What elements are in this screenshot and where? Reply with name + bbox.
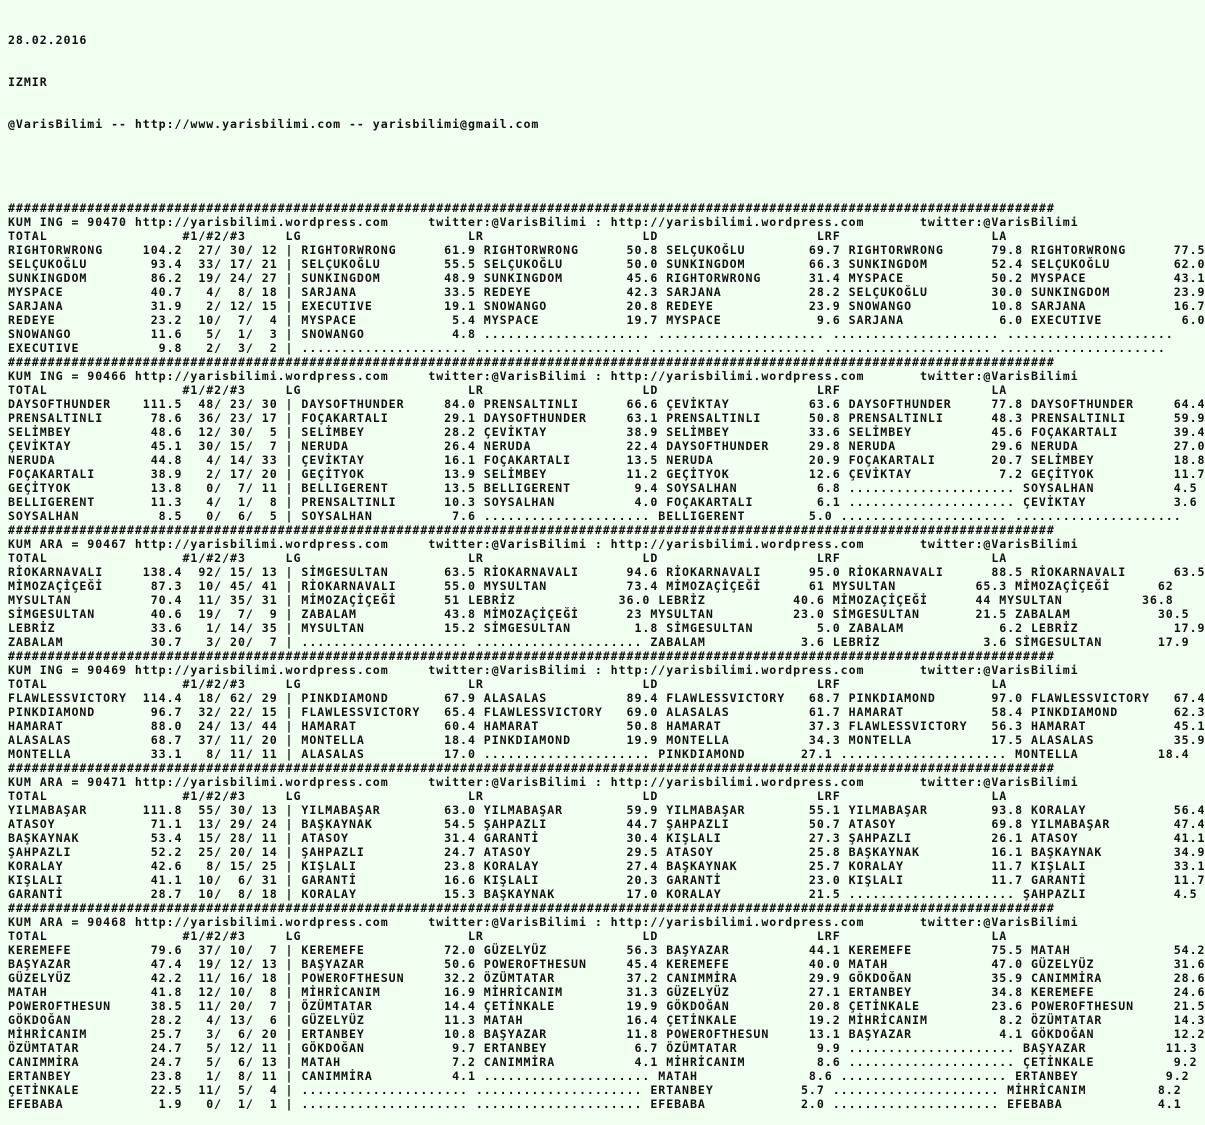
result-row: GÖKDOĞAN 28.2 4/ 13/ 6 | GÜZELYÜZ 11.3 MATAH 16.4 ÇETİNKALE 19.2 MİHRİCANIM 8.2 ÖZÜMTATAR 14.3 xyxy=(8,1013,1205,1027)
column-headers: TOTAL #1/#2/#3 LG LR LD LRF LA xyxy=(8,551,1008,565)
contact-line: @VarisBilimi -- http://www.yarisbilimi.com -- yarisbilimi@gmail.com xyxy=(8,117,540,131)
result-row: ZABALAM 30.7 3/ 20/ 7 | ..................... ..................... ZABALAM 3.6 LEBRİZ 3.6 SİMGESULTAN 17.9 xyxy=(8,635,1190,649)
race-title: KUM ING = 90466 http://yarisbilimi.wordpress.com twitter:@VarisBilimi : http://yarisbilimi.wordpress.com twitter:@VarisBilimi xyxy=(8,369,1079,383)
result-row: POWEROFTHESUN 38.5 11/ 20/ 7 | ÖZÜMTATAR 14.4 ÇETİNKALE 19.9 GÖKDOĞAN 20.8 ÇETİNKALE 23.6 POWEROFTHESUN 21.5 xyxy=(8,999,1205,1013)
result-row: SNOWANGO 11.6 5/ 1/ 3 | SNOWANGO 4.8 ..................... ..................... ..................... ..................... xyxy=(8,327,1174,341)
result-row: FLAWLESSVICTORY 114.4 18/ 62/ 29 | PINKDIAMOND 67.9 ALASALAS 89.4 FLAWLESSVICTORY 68.7 PINKDIAMOND 97.0 FLAWLESSVICTORY 67.4 xyxy=(8,691,1205,705)
result-row: MYSULTAN 70.4 11/ 35/ 31 | MİMOZAÇİÇEĞİ 51 LEBRİZ 36.0 LEBRİZ 40.6 MİMOZAÇİÇEĞİ 44 MYSULTAN 36.8 xyxy=(8,593,1174,607)
result-row: SİMGESULTAN 40.6 19/ 7/ 9 | ZABALAM 43.8 MİMOZAÇİÇEĞİ 23 MYSULTAN 23.0 SİMGESULTAN 21.5 ZABALAM 30.5 xyxy=(8,607,1190,621)
result-row: MİMOZAÇİÇEĞİ 87.3 10/ 45/ 41 | RİOKARNAVALI 55.0 MYSULTAN 73.4 MİMOZAÇİÇEĞİ 61 MYSULTAN 65.3 MİMOZAÇİÇEĞİ 62 xyxy=(8,579,1174,593)
result-row: GÜZELYÜZ 42.2 11/ 16/ 18 | POWEROFTHESUN 32.2 ÖZÜMTATAR 37.2 CANIMMİRA 29.9 GÖKDOĞAN 35.9 CANIMMİRA 28.6 xyxy=(8,971,1205,985)
separator-line: #################################################################################################################################### xyxy=(8,201,1055,215)
result-row: YILMABAŞAR 111.8 55/ 30/ 13 | YILMABAŞAR 63.0 YILMABAŞAR 59.9 YILMABAŞAR 55.1 YILMABAŞAR 93.8 KORALAY 56.4 xyxy=(8,803,1205,817)
result-row: PINKDIAMOND 96.7 32/ 22/ 15 | FLAWLESSVICTORY 65.4 FLAWLESSVICTORY 69.0 ALASALAS 61.7 HAMARAT 58.4 PINKDIAMOND 62.3 xyxy=(8,705,1205,719)
race-title: KUM ARA = 90467 http://yarisbilimi.wordpress.com twitter:@VarisBilimi : http://yarisbilimi.wordpress.com twitter:@VarisBilimi xyxy=(8,537,1079,551)
race-title: KUM ING = 90469 http://yarisbilimi.wordpress.com twitter:@VarisBilimi : http://yarisbilimi.wordpress.com twitter:@VarisBilimi xyxy=(8,663,1079,677)
column-headers: TOTAL #1/#2/#3 LG LR LD LRF LA xyxy=(8,677,1008,691)
separator-line: #################################################################################################################################### xyxy=(8,761,1055,775)
result-row: SOYSALHAN 8.5 0/ 6/ 5 | SOYSALHAN 7.6 ..................... BELLIGERENT 5.0 ..................... ..................... xyxy=(8,509,1182,523)
result-row: ŞAHPAZLI 52.2 25/ 20/ 14 | ŞAHPAZLI 24.7 ATASOY 29.5 ATASOY 25.8 BAŞKAYNAK 16.1 BAŞKAYNAK 34.9 xyxy=(8,845,1205,859)
result-row: MATAH 41.8 12/ 10/ 8 | MİHRİCANIM 16.9 MİHRİCANIM 31.3 GÜZELYÜZ 27.1 ERTANBEY 34.8 KEREMEFE 24.6 xyxy=(8,985,1205,999)
separator-line: #################################################################################################################################### xyxy=(8,355,1055,369)
result-row: ÇEVİKTAY 45.1 30/ 15/ 7 | NERUDA 26.4 NERUDA 22.4 DAYSOFTHUNDER 29.8 NERUDA 29.6 NERUDA 27.0 xyxy=(8,439,1205,453)
result-row: PRENSALTINLI 78.6 36/ 23/ 17 | FOÇAKARTALI 29.1 DAYSOFTHUNDER 63.1 PRENSALTINLI 50.8 PRENSALTINLI 48.3 PRENSALTINLI 59.9 xyxy=(8,411,1205,425)
race-section xyxy=(8,901,1205,1111)
result-row: REDEYE 23.2 10/ 7/ 4 | MYSPACE 5.4 MYSPACE 19.7 MYSPACE 9.6 SARJANA 6.0 EXECUTIVE 6.0 xyxy=(8,313,1205,327)
result-row: SARJANA 31.9 2/ 12/ 15 | EXECUTIVE 19.1 SNOWANGO 20.8 REDEYE 23.9 SNOWANGO 10.8 SARJANA 16.7 xyxy=(8,299,1205,313)
result-row: DAYSOFTHUNDER 111.5 48/ 23/ 30 | DAYSOFTHUNDER 84.0 PRENSALTINLI 66.6 ÇEVİKTAY 63.6 DAYSOFTHUNDER 77.8 DAYSOFTHUNDER 64.4 xyxy=(8,397,1205,411)
result-row: GARANTİ 28.7 10/ 8/ 18 | KORALAY 15.3 BAŞKAYNAK 17.0 KORALAY 21.5 ..................... ŞAHPAZLI 4.5 xyxy=(8,887,1198,901)
results-document xyxy=(8,5,1205,1125)
race-section xyxy=(8,523,1205,649)
race-title: KUM ING = 90470 http://yarisbilimi.wordpress.com twitter:@VarisBilimi : http://yarisbilimi.wordpress.com twitter:@VarisBilimi xyxy=(8,215,1079,229)
race-sections xyxy=(8,201,1205,1111)
result-row: SELÇUKOĞLU 93.4 33/ 17/ 21 | SELÇUKOĞLU 55.5 SELÇUKOĞLU 50.0 SUNKINGDOM 66.3 SUNKINGDOM 52.4 SELÇUKOĞLU 62.0 xyxy=(8,257,1205,271)
blank-line xyxy=(8,159,1205,173)
result-row: ERTANBEY 23.8 1/ 8/ 11 | CANIMMİRA 4.1 ..................... MATAH 8.6 ..................... ERTANBEY 9.2 xyxy=(8,1069,1190,1083)
race-title: KUM ARA = 90468 http://yarisbilimi.wordpress.com twitter:@VarisBilimi : http://yarisbilimi.wordpress.com twitter:@VarisBilimi xyxy=(8,915,1079,929)
result-row: ALASALAS 68.7 37/ 11/ 20 | MONTELLA 18.4 PINKDIAMOND 19.9 MONTELLA 34.3 MONTELLA 17.5 ALASALAS 35.9 xyxy=(8,733,1205,747)
race-section xyxy=(8,355,1205,523)
result-row: RİOKARNAVALI 138.4 92/ 15/ 13 | SİMGESULTAN 63.5 RİOKARNAVALI 94.6 RİOKARNAVALI 95.0 RİOKARNAVALI 88.5 RİOKARNAVALI 63.5 xyxy=(8,565,1205,579)
race-section xyxy=(8,201,1205,355)
result-row: MİHRİCANIM 25.7 3/ 6/ 20 | ERTANBEY 10.8 BAŞYAZAR 11.8 POWEROFTHESUN 13.1 BAŞYAZAR 4.1 GÖKDOĞAN 12.2 xyxy=(8,1027,1205,1041)
result-row: RIGHTORWRONG 104.2 27/ 30/ 12 | RIGHTORWRONG 61.9 RIGHTORWRONG 50.8 SELÇUKOĞLU 69.7 RIGHTORWRONG 79.8 RIGHTORWRONG 77.5 xyxy=(8,243,1205,257)
result-row: EFEBABA 1.9 0/ 1/ 1 | ..................... ..................... EFEBABA 2.0 ..................... EFEBABA 4.1 xyxy=(8,1097,1182,1111)
race-title: KUM ARA = 90471 http://yarisbilimi.wordpress.com twitter:@VarisBilimi : http://yarisbilimi.wordpress.com twitter:@VarisBilimi xyxy=(8,775,1079,789)
result-row: KIŞLALI 41.1 10/ 6/ 31 | GARANTİ 16.6 KIŞLALI 20.3 GARANTİ 23.0 KIŞLALI 11.7 GARANTİ 11.7 xyxy=(8,873,1205,887)
result-row: KEREMEFE 79.6 37/ 10/ 7 | KEREMEFE 72.0 GÜZELYÜZ 56.3 BAŞYAZAR 44.1 KEREMEFE 75.5 MATAH 54.2 xyxy=(8,943,1205,957)
result-row: ATASOY 71.1 13/ 29/ 24 | BAŞKAYNAK 54.5 ŞAHPAZLI 44.7 ŞAHPAZLI 50.7 ATASOY 69.8 YILMABAŞAR 47.4 xyxy=(8,817,1205,831)
result-row: BAŞYAZAR 47.4 19/ 12/ 13 | BAŞYAZAR 50.6 POWEROFTHESUN 45.4 KEREMEFE 40.0 MATAH 47.0 GÜZELYÜZ 31.6 xyxy=(8,957,1205,971)
result-row: HAMARAT 88.0 24/ 13/ 44 | HAMARAT 60.4 HAMARAT 50.8 HAMARAT 37.3 FLAWLESSVICTORY 56.3 HAMARAT 45.1 xyxy=(8,719,1205,733)
result-row: FOÇAKARTALI 38.9 2/ 17/ 20 | GEÇİTYOK 13.9 SELİMBEY 11.2 GEÇİTYOK 12.6 ÇEVİKTAY 7.2 GEÇİTYOK 11.7 xyxy=(8,467,1205,481)
result-row: MONTELLA 33.1 8/ 11/ 11 | ALASALAS 17.0 ..................... PINKDIAMOND 27.1 ..................... MONTELLA 18.4 xyxy=(8,747,1190,761)
separator-line: #################################################################################################################################### xyxy=(8,901,1055,915)
result-row: LEBRİZ 33.6 1/ 14/ 35 | MYSULTAN 15.2 SİMGESULTAN 1.8 SİMGESULTAN 5.0 ZABALAM 6.2 LEBRİZ 17.9 xyxy=(8,621,1205,635)
separator-line: #################################################################################################################################### xyxy=(8,523,1055,537)
report-date: 28.02.2016 xyxy=(8,33,88,47)
result-row: BAŞKAYNAK 53.4 15/ 28/ 11 | ATASOY 31.4 GARANTİ 30.4 KIŞLALI 27.3 ŞAHPAZLI 26.1 ATASOY 41.1 xyxy=(8,831,1205,845)
race-section xyxy=(8,649,1205,761)
result-row: EXECUTIVE 9.8 2/ 3/ 2 | ..................... ..................... ..................... ..................... ..................... xyxy=(8,341,1166,355)
report-city: IZMIR xyxy=(8,75,48,89)
column-headers: TOTAL #1/#2/#3 LG LR LD LRF LA xyxy=(8,383,1008,397)
result-row: ÖZÜMTATAR 24.7 5/ 12/ 11 | GÖKDOĞAN 9.7 ERTANBEY 6.7 ÖZÜMTATAR 9.9 ..................... BAŞYAZAR 11.3 xyxy=(8,1041,1198,1055)
result-row: BELLIGERENT 11.3 4/ 1/ 8 | PRENSALTINLI 10.3 SOYSALHAN 4.0 FOÇAKARTALI 6.1 ..................... ÇEVİKTAY 3.6 xyxy=(8,495,1198,509)
race-section xyxy=(8,761,1205,901)
result-row: MYSPACE 40.7 4/ 8/ 18 | SARJANA 33.5 REDEYE 42.3 SARJANA 28.2 SELÇUKOĞLU 30.0 SUNKINGDOM 23.9 xyxy=(8,285,1205,299)
result-row: KORALAY 42.6 8/ 15/ 25 | KIŞLALI 23.8 KORALAY 27.4 BAŞKAYNAK 25.7 KORALAY 11.7 KIŞLALI 33.1 xyxy=(8,859,1205,873)
column-headers: TOTAL #1/#2/#3 LG LR LD LRF LA xyxy=(8,229,1008,243)
result-row: CANIMMİRA 24.7 5/ 6/ 13 | MATAH 7.2 CANIMMİRA 4.1 MİHRİCANIM 8.6 ..................... ÇETİNKALE 9.2 xyxy=(8,1055,1198,1069)
result-row: NERUDA 44.8 4/ 14/ 33 | ÇEVİKTAY 16.1 FOÇAKARTALI 13.5 NERUDA 20.9 FOÇAKARTALI 20.7 SELİMBEY 18.8 xyxy=(8,453,1205,467)
result-row: GEÇİTYOK 13.8 0/ 7/ 11 | BELLIGERENT 13.5 BELLIGERENT 9.4 SOYSALHAN 6.8 ..................... SOYSALHAN 4.5 xyxy=(8,481,1198,495)
separator-line: #################################################################################################################################### xyxy=(8,649,1055,663)
column-headers: TOTAL #1/#2/#3 LG LR LD LRF LA xyxy=(8,789,1008,803)
column-headers: TOTAL #1/#2/#3 LG LR LD LRF LA xyxy=(8,929,1008,943)
result-row: SUNKINGDOM 86.2 19/ 24/ 27 | SUNKINGDOM 48.9 SUNKINGDOM 45.6 RIGHTORWRONG 31.4 MYSPACE 50.2 MYSPACE 43.1 xyxy=(8,271,1205,285)
result-row: ÇETİNKALE 22.5 11/ 5/ 4 | ..................... ..................... ERTANBEY 5.7 ..................... MİHRİCANIM 8.2 xyxy=(8,1083,1182,1097)
result-row: SELİMBEY 48.6 12/ 30/ 5 | SELİMBEY 28.2 ÇEVİKTAY 38.9 SELİMBEY 33.6 SELİMBEY 45.6 FOÇAKARTALI 39.4 xyxy=(8,425,1205,439)
